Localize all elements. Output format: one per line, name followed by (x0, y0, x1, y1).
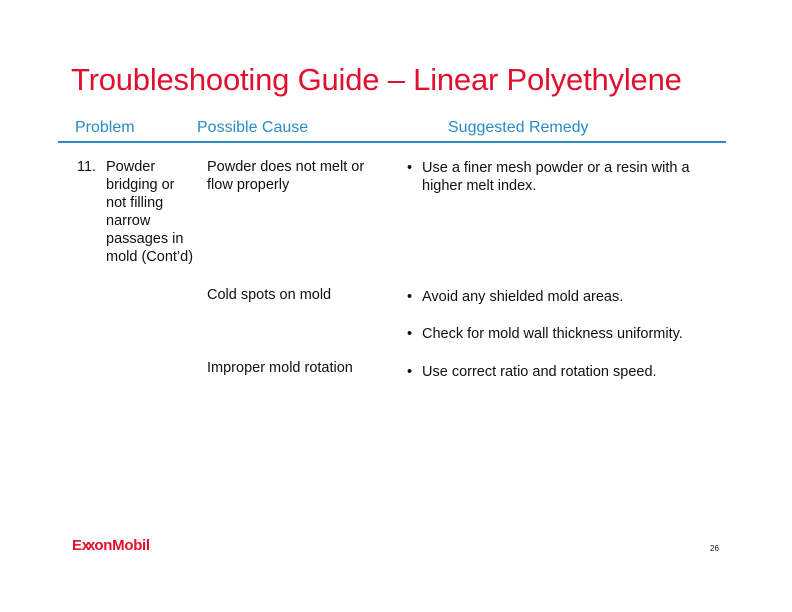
bullet-icon: • (407, 160, 413, 176)
bullet-icon: • (407, 326, 413, 342)
problem-description: Powder bridging or not filling narrow passages in mold (Cont’d) (106, 159, 194, 265)
column-header-problem: Problem (75, 119, 135, 136)
remedy-text: Use correct ratio and rotation speed. (422, 364, 657, 380)
remedy-item (407, 288, 727, 306)
slide-title: Troubleshooting Guide – Linear Polyethylene (71, 62, 682, 97)
remedy-item (407, 363, 727, 381)
cause-item: Improper mold rotation (207, 360, 353, 376)
bullet-icon: • (407, 289, 413, 305)
bullet-icon: • (407, 364, 413, 380)
cause-item: Powder does not melt or flow properly (207, 159, 365, 193)
remedy-item (407, 325, 727, 343)
problem-number: 11. (77, 159, 97, 175)
remedy-text: Check for mold wall thickness uniformity. (422, 326, 683, 342)
cause-item: Cold spots on mold (207, 287, 332, 303)
header-divider (58, 141, 726, 143)
column-header-possible-cause: Possible Cause (197, 119, 309, 136)
remedy-text: Use a finer mesh powder or a resin with a higher melt index. (422, 160, 690, 194)
column-header-suggested-remedy: Suggested Remedy (448, 119, 589, 136)
remedy-text: Avoid any shielded mold areas. (422, 289, 624, 305)
exxonmobil-logo: Exx onMobil (72, 537, 150, 554)
remedy-item (407, 159, 727, 195)
page-number: 26 (710, 544, 719, 553)
